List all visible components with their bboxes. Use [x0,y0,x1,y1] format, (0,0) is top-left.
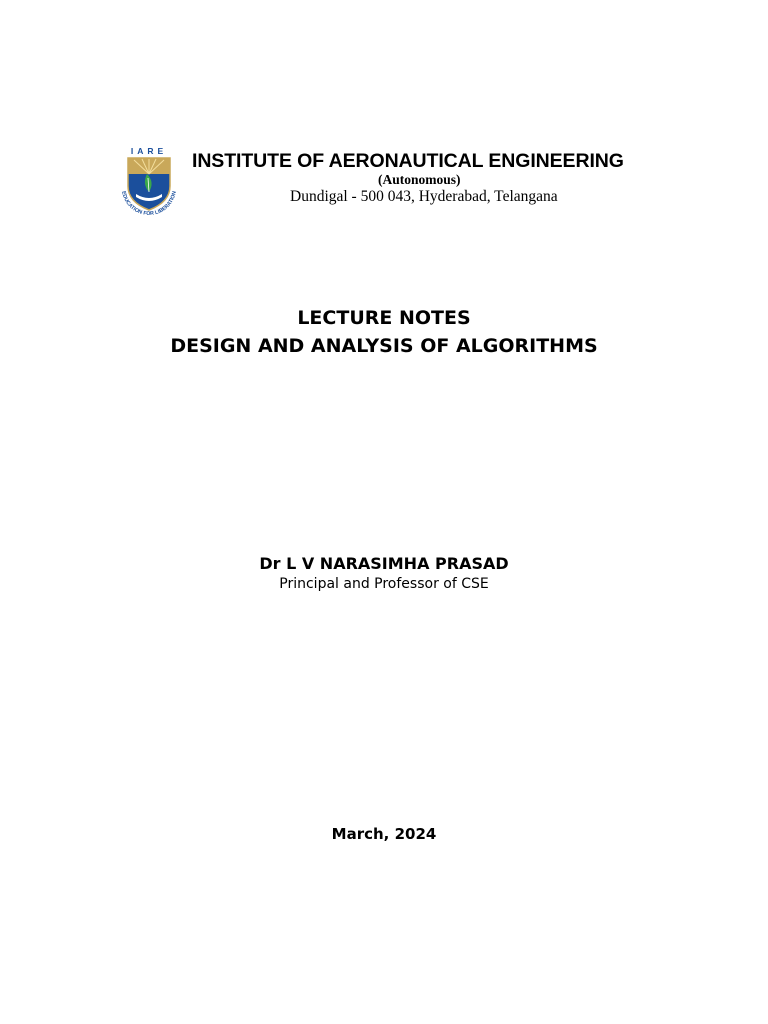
document-title-line1: LECTURE NOTES [297,307,471,329]
document-date: March, 2024 [331,825,437,843]
institute-header [0,138,768,224]
document-title-line2: DESIGN AND ANALYSIS OF ALGORITHMS [170,335,598,357]
iare-shield-icon [114,144,184,222]
iare-logo [114,144,184,222]
logo-text: IARE [130,146,168,156]
institute-name: INSTITUTE OF AERONAUTICAL ENGINEERING [192,150,624,172]
author-name: Dr L V NARASIMHA PRASAD [259,554,509,573]
institute-address: Dundigal - 500 043, Hyderabad, Telangana [290,188,558,205]
author-role: Principal and Professor of CSE [279,576,489,592]
autonomous-label: (Autonomous) [378,172,461,187]
logo-motto: EDUCATION FOR LIBERATION [120,190,178,218]
